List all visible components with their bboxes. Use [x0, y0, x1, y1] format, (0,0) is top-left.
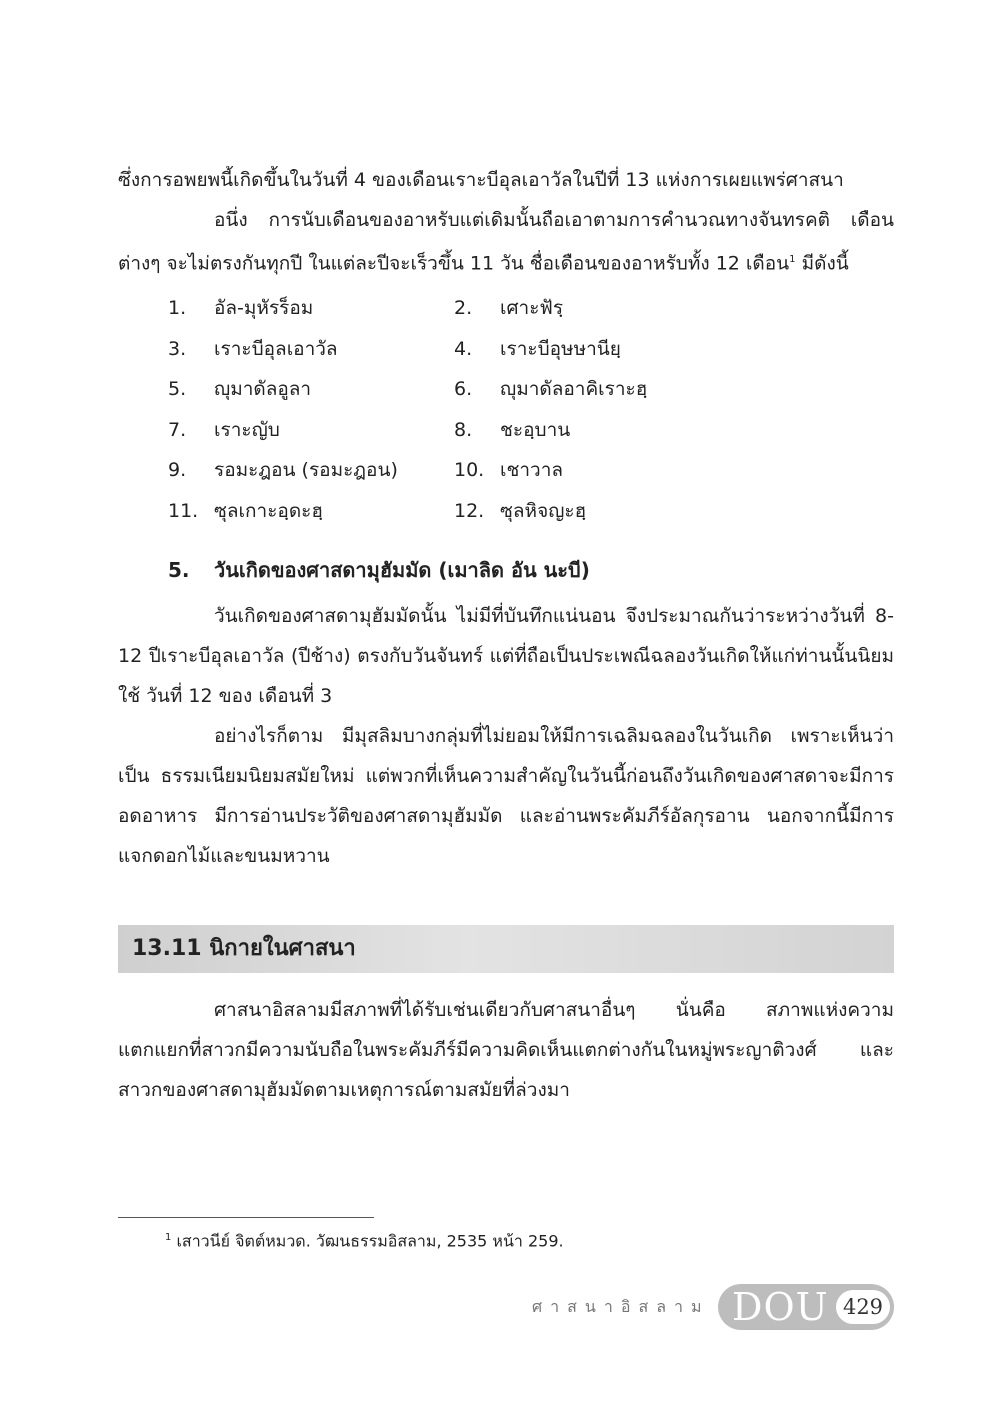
month-name: ญุมาดัลอูลา [214, 378, 312, 400]
month-name: เศาะฟัรฺ [500, 297, 564, 319]
month-name: ซุลเกาะอฺดะฮฺ [214, 499, 323, 522]
paragraph-sects: ศาสนาอิสลามมีสภาพที่ได้รับเช่นเดียวกับศาสนาอื่นๆ นั่นคือ สภาพแห่งความแตกแยกที่สาวกมีความนับถือในพระคัมภีร์มีความคิดเห็นแตกต่างกันในหมู่พระญาติวงศ์ และสาวกของศาสดามุฮัมมัดตามเหตุการณ์ตามสมัยที่ล่วงมา [118, 999, 894, 1101]
month-name: เราะบีอุษษานียฺ [500, 337, 621, 360]
month-name: รอมะฎอน (รอมะฎอน) [214, 459, 398, 481]
month-number: 11. [168, 499, 199, 522]
month-number: 1. [168, 297, 187, 319]
month-name: ชะอฺบาน [500, 418, 571, 441]
paragraph-migration-date: ซึ่งการอพยพนี้เกิดขึ้นในวันที่ 4 ของเดือนเราะบีอุลเอาวัลในปีที่ 13 แห่งการเผยแพร่ศาสนา [118, 169, 844, 191]
section-heading-band [118, 925, 894, 973]
month-number: 3. [168, 337, 187, 360]
section-5-title: วันเกิดของศาสดามุฮัมมัด (เมาลิด อัน นะบี) [214, 558, 590, 582]
month-list [168, 288, 728, 531]
footnote-text: เสาวนีย์ จิตต์หมวด. วัฒนธรรมอิสลาม, 2535 หน้า 259. [171, 1231, 564, 1251]
month-row [168, 491, 728, 532]
paragraph-arab-calendar [118, 200, 894, 283]
month-name: ญุมาดัลอาคิเราะฮฺ [500, 378, 648, 400]
month-name: เชาวาล [500, 459, 564, 481]
month-row [168, 288, 728, 329]
month-number: 6. [454, 378, 473, 400]
month-number: 12. [454, 499, 485, 522]
footnote [165, 1226, 564, 1253]
footer-book-title: ศาสนาอิสลาม [532, 1297, 710, 1316]
month-number: 2. [454, 297, 473, 319]
month-name: อัล-มุหัรร็อม [214, 297, 314, 319]
paragraph-arab-calendar-tail: มีดังนี้ [795, 252, 849, 275]
month-row [168, 450, 728, 491]
month-number: 7. [168, 418, 187, 441]
paragraph-celebration: อย่างไรก็ตาม มีมุสลิมบางกลุ่มที่ไม่ยอมให้มีการเฉลิมฉลองในวันเกิด เพราะเห็นว่าเป็น ธรรมเนียมนิยมสมัยใหม่ แต่พวกที่เห็นความสำคัญในวันนี้ก่อนถึงวันเกิดของศาสดาจะมีการอดอาหาร มีการอ่านประวัติของศาสดามุฮัมมัด และอ่านพระคัมภีร์อัลกุรอาน นอกจากนี้มีการแจกดอกไม้และขนมหวาน [118, 725, 894, 867]
month-number: 5. [168, 378, 187, 400]
paragraph-birthday: วันเกิดของศาสดามุฮัมมัดนั้น ไม่มีที่บันทึกแน่นอน จึงประมาณกันว่าระหว่างวันที่ 8-12 ปีเราะบีอุลเอาวัล (ปีช้าง) ตรงกับวันจันทร์ แต่ที่ถือเป็นประเพณีฉลองวันเกิดให้แก่ท่านนั้นนิยมใช้ วันที่ 12 ของ เดือนที่ 3 [118, 605, 894, 707]
month-number: 9. [168, 459, 187, 481]
dou-logo: DOU [732, 1285, 829, 1329]
footnote-divider [118, 1217, 374, 1218]
month-name: ซุลหิจญะฮฺ [500, 499, 587, 522]
footer-badge [718, 1284, 894, 1330]
month-row [168, 329, 728, 370]
month-row [168, 369, 728, 410]
month-name: เราะบีอุลเอาวัล [214, 337, 338, 360]
month-number: 4. [454, 337, 473, 360]
section-5-heading [168, 550, 590, 590]
paragraph-arab-calendar-text: อนึ่ง การนับเดือนของอาหรับแต่เดิมนั้นถือเอาตามการคำนวณทางจันทรคติ เดือนต่างๆ จะไม่ตรงกันทุกปี ในแต่ละปีจะเร็วขึ้น 11 วัน ชื่อเดือนของอาหรับทั้ง 12 เดือน [118, 209, 894, 275]
page-number: 429 [836, 1290, 890, 1324]
footnote-reference: 1 [789, 254, 796, 265]
section-5-number: 5. [168, 558, 190, 582]
month-name: เราะญับ [214, 418, 280, 441]
section-heading: 13.11 นิกายในศาสนา [132, 936, 356, 961]
month-number: 8. [454, 418, 473, 441]
month-number: 10. [454, 459, 485, 481]
footnote-mark: 1 [165, 1232, 172, 1243]
month-row [168, 410, 728, 451]
